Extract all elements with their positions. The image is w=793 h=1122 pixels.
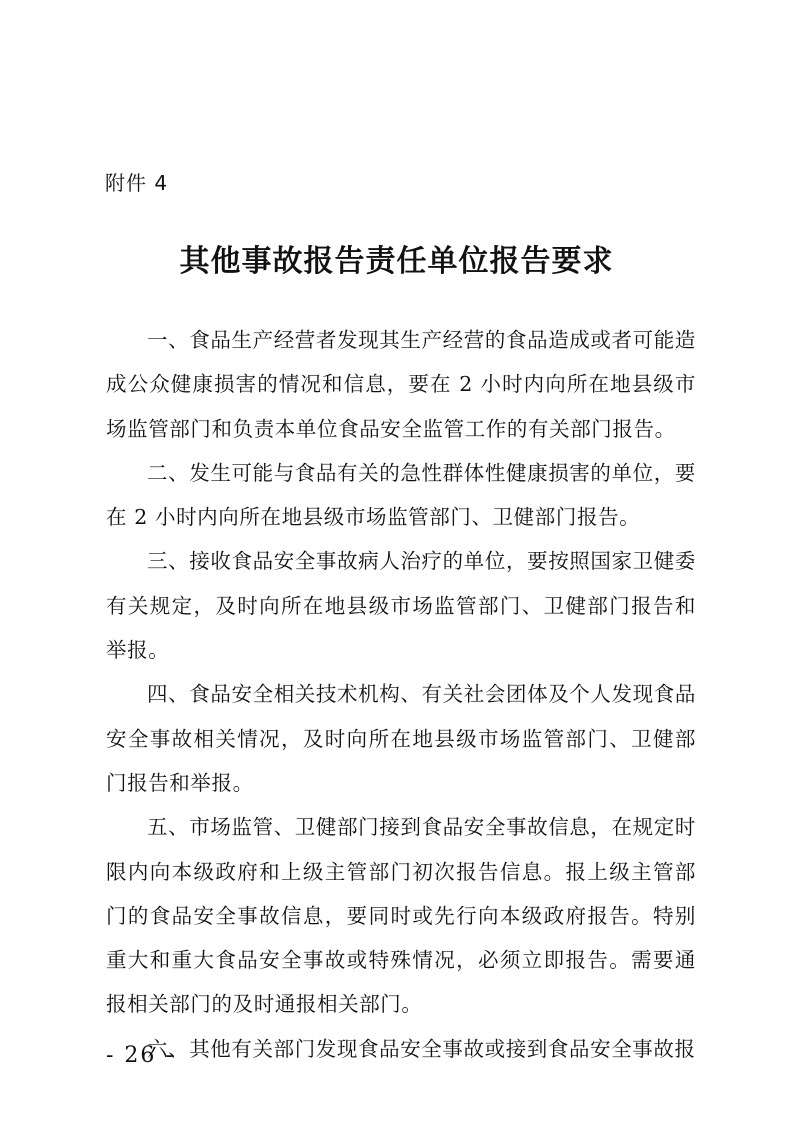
page-number: - 26 -	[106, 1043, 175, 1068]
paragraph-1: 一、食品生产经营者发现其生产经营的食品造成或者可能造成公众健康损害的情况和信息，要在 2 小时内向所在地县级市场监管部门和负责本单位食品安全监管工作的有关部门报告。	[106, 328, 696, 441]
attachment-label: 附件 4	[105, 171, 169, 195]
paragraph-5: 五、市场监管、卫健部门接到食品安全事故信息，在规定时限内向本级政府和上级主管部门初次报告信息。报上级主管部门的食品安全事故信息，要同时或先行向本级政府报告。特别重大和重大食品安全事故或特殊情况，必须立即报告。需要通报相关部门的及时通报相关部门。	[106, 815, 696, 1017]
document-body	[106, 318, 696, 1071]
paragraph-3: 三、接收食品安全事故病人治疗的单位，要按照国家卫健委有关规定，及时向所在地县级市场监管部门、卫健部门报告和举报。	[106, 549, 696, 663]
document-title: 其他事故报告责任单位报告要求	[179, 244, 614, 279]
paragraph-2: 二、发生可能与食品有关的急性群体性健康损害的单位，要在 2 小时内向所在地县级市场监管部门、卫健部门报告。	[106, 460, 696, 530]
paragraph-6: 六、其他有关部门发现食品安全事故或接到食品安全事故报	[147, 1036, 696, 1061]
paragraph-4: 四、食品安全相关技术机构、有关社会团体及个人发现食品安全事故相关情况，及时向所在地县级市场监管部门、卫健部门报告和举报。	[106, 682, 696, 795]
